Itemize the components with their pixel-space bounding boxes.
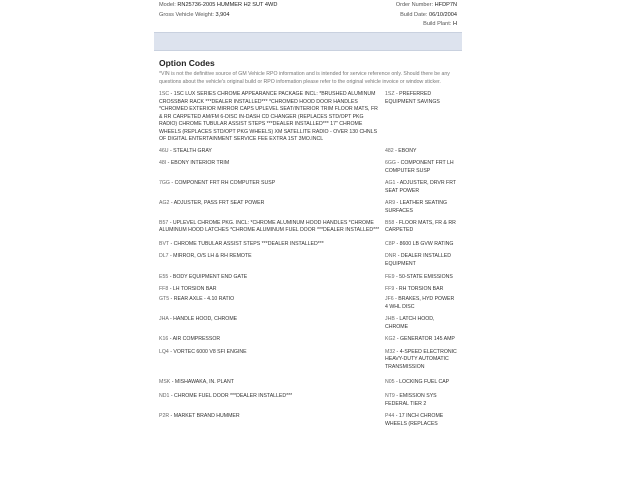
right-option	[385, 349, 457, 372]
option-row	[159, 393, 457, 408]
option-code: B58	[385, 219, 395, 226]
right-option	[385, 286, 457, 294]
right-option	[385, 274, 457, 282]
option-code: N05	[385, 379, 395, 386]
option-description: - EBONY	[395, 147, 417, 154]
right-option	[385, 91, 457, 144]
option-description: - RH TORSION BAR	[395, 285, 444, 292]
option-description: - STEALTH GRAY	[169, 147, 212, 154]
option-codes-section	[154, 51, 462, 428]
right-option	[385, 379, 457, 387]
build-date-label: Build Date:	[400, 12, 428, 18]
model-line	[159, 2, 277, 8]
option-row	[159, 180, 457, 195]
option-row	[159, 241, 457, 249]
option-row	[159, 413, 457, 428]
option-description: - VORTEC 6000 V8 SFI ENGINE	[170, 348, 247, 355]
option-code: 1SZ	[385, 91, 395, 98]
option-code: E55	[159, 274, 169, 281]
option-row	[159, 160, 457, 175]
option-code: JHA	[159, 316, 169, 323]
option-description: - LH TORSION BAR	[169, 285, 217, 292]
gvw-label: Gross Vehicle Weight:	[159, 12, 214, 18]
left-option	[159, 413, 381, 428]
disclaimer-note: *VIN is not the definitive source of GM Vehicle RPO information and is intended for service reference only. Should there be any questions about the vehicle's original build or RPO information please refer to the original vehicle invoice or window sticker.	[159, 71, 450, 85]
left-option	[159, 220, 381, 235]
order-label: Order Number:	[395, 2, 434, 8]
option-code: FE9	[385, 274, 395, 281]
option-code: GT5	[159, 296, 170, 303]
right-option	[385, 160, 457, 175]
left-option	[159, 200, 381, 215]
option-code: NT9	[385, 393, 395, 399]
left-option	[159, 253, 381, 268]
left-option	[159, 180, 381, 195]
option-code: C8P	[385, 240, 395, 247]
right-option	[385, 413, 457, 428]
right-option	[385, 180, 457, 195]
build-date-line	[400, 12, 457, 18]
option-code: 7GG	[159, 180, 170, 187]
option-description: - 8600 LB GVW RATING	[396, 240, 454, 247]
option-description: - BODY EQUIPMENT END GATE	[169, 274, 248, 281]
left-option	[159, 160, 381, 175]
order-value: HFDP7N	[434, 2, 457, 8]
option-description: - MISHAWAKA, IN. PLANT	[171, 379, 234, 386]
option-description: - PREFERRED EQUIPMENT SAVINGS	[385, 91, 440, 105]
right-option	[385, 241, 457, 249]
order-line	[396, 2, 457, 8]
option-row	[159, 379, 457, 387]
right-option	[385, 200, 457, 215]
gvw-value: 3,904	[215, 12, 230, 18]
option-code: P44	[385, 413, 395, 420]
option-row	[159, 296, 457, 311]
option-description: - HANDLE HOOD, CHROME	[169, 316, 238, 323]
option-description: - FLOOR MATS, FR & RR CARPETED	[385, 219, 456, 234]
left-option	[159, 296, 381, 311]
option-code: AG1	[385, 180, 396, 187]
option-code: JF6	[385, 296, 394, 303]
option-code: 1SC	[159, 91, 170, 98]
option-code: KG2	[385, 336, 396, 343]
option-code: FF8	[159, 285, 169, 292]
option-row	[159, 91, 457, 144]
option-code-list	[159, 91, 457, 428]
section-divider-band	[154, 32, 462, 51]
option-code: BVT	[159, 240, 169, 247]
option-code: P2R	[159, 413, 170, 420]
option-description: - DEALER INSTALLED EQUIPMENT	[385, 253, 451, 267]
left-option	[159, 91, 381, 144]
option-code: AR9	[385, 200, 396, 207]
option-row	[159, 148, 457, 156]
build-plant-value: H	[452, 21, 457, 27]
option-description: - COMPONENT FRT RH COMPUTER SUSP	[171, 180, 276, 187]
right-option	[385, 336, 457, 344]
left-option	[159, 316, 381, 331]
option-description: - 1SC LUX SERIES CHROME APPEARANCE PACKAGE INCL: *BRUSHED ALUMINUM CROSSBAR RACK ***DEALER INSTALLED*** *CHROMED HOOD DOOR HANDLES *CHROMED EXTERIOR MIRROR CAPS UPLEVEL SEAT/INTERIOR TRIM FLOOR MATS, FR & RR CARPETED AM/FM 6-DISC IN-DASH CD CHANGER (REPLACES STD/OPT PKG RADIO) CHROME TUBULAR ASSIST STEPS ***DEALER INSTALLED*** 17" CHROME WHEELS (REPLACES STD/OPT PKG WHEELS) XM SATELLITE RADIO - OVER 130 CHNLS OF DIGITAL ENTERTAINMENT SERVICE FEE EXTRA 1ST 3MO.INCL	[159, 91, 378, 143]
vehicle-header	[154, 0, 462, 32]
option-code: MSK	[159, 379, 171, 386]
option-code: M32	[385, 348, 396, 355]
build-date-value: 06/10/2004	[429, 12, 457, 18]
gvw-line	[159, 12, 230, 18]
option-code: JHB	[385, 316, 395, 323]
option-code: 6GG	[385, 160, 396, 167]
left-option	[159, 393, 381, 408]
right-option	[385, 253, 457, 268]
right-option	[385, 220, 457, 235]
document-page	[154, 0, 462, 428]
option-row	[159, 336, 457, 344]
option-description: - AIR COMPRESSOR	[169, 336, 221, 343]
option-description: - 17 INCH CHROME WHEELS (REPLACES	[385, 413, 444, 427]
option-description: - LEATHER SEATING SURFACES	[385, 200, 448, 214]
option-row	[159, 220, 457, 235]
left-option	[159, 349, 381, 372]
option-code: 48I	[159, 160, 167, 167]
option-code: 46U	[159, 147, 169, 154]
option-code: AG2	[159, 200, 170, 207]
option-description: - REAR AXLE - 4.10 RATIO	[170, 296, 235, 303]
option-description: - GENERATOR 145 AMP	[396, 336, 455, 343]
build-plant-line	[423, 21, 457, 27]
build-plant-label: Build Plant:	[423, 21, 452, 27]
model-value: RN25736-2005 HUMMER H2 SUT 4WD	[177, 2, 278, 8]
option-row	[159, 200, 457, 215]
left-option	[159, 241, 381, 249]
option-description: - EMISSION SYS FEDERAL TIER 2	[385, 393, 437, 407]
option-description: - ADJUSTER, DRVR FRT SEAT POWER	[385, 180, 456, 194]
option-description: - 50-STATE EMISSIONS	[395, 274, 453, 281]
right-option	[385, 296, 457, 311]
model-label: Model:	[159, 2, 176, 8]
left-option	[159, 286, 381, 294]
option-description: - CHROME FUEL DOOR ***DEALER INSTALLED***	[170, 393, 293, 399]
option-code: ND1	[159, 393, 170, 399]
option-code: FF9	[385, 285, 395, 292]
option-code: LQ4	[159, 348, 169, 355]
option-description: - 4-SPEED ELECTRONIC HEAVY-DUTY AUTOMATIC TRANSMISSION	[385, 348, 457, 370]
option-description: - COMPONENT FRT LH COMPUTER SUSP	[385, 160, 454, 174]
option-row	[159, 286, 457, 294]
right-option	[385, 393, 457, 408]
option-code: 482	[385, 147, 394, 154]
option-description: - BRAKES, HYD POWER 4 WHL DISC	[385, 296, 455, 310]
option-description: - CHROME TUBULAR ASSIST STEPS ***DEALER INSTALLED***	[170, 240, 324, 247]
option-code: B57	[159, 219, 169, 226]
option-row	[159, 253, 457, 268]
section-title: Option Codes	[159, 58, 215, 68]
option-description: - LOCKING FUEL CAP	[395, 379, 450, 386]
option-description: - EBONY INTERIOR TRIM	[167, 160, 230, 167]
right-option	[385, 148, 457, 156]
left-option	[159, 379, 381, 387]
option-code: K16	[159, 336, 169, 343]
option-description: - ADJUSTER, PASS FRT SEAT POWER	[170, 200, 265, 207]
left-option	[159, 336, 381, 344]
option-description: - UPLEVEL CHROME PKG. INCL: *CHROME ALUMINUM HOOD HANDLES *CHROME ALUMINUM HOOD LATCHES *CHROME ALUMINUM FUEL DOOR ***DEALER INSTALLED***	[159, 219, 380, 234]
left-option	[159, 274, 381, 282]
option-description: - LATCH HOOD, CHROME	[385, 316, 435, 330]
option-description: - MARKET BRAND HUMMER	[170, 413, 240, 420]
option-code: DL7	[159, 253, 169, 260]
option-code: DNR	[385, 253, 397, 260]
left-option	[159, 148, 381, 156]
option-row	[159, 316, 457, 331]
option-row	[159, 274, 457, 282]
right-option	[385, 316, 457, 331]
option-description: - MIRROR, O/S LH & RH REMOTE	[169, 253, 252, 260]
option-row	[159, 349, 457, 372]
